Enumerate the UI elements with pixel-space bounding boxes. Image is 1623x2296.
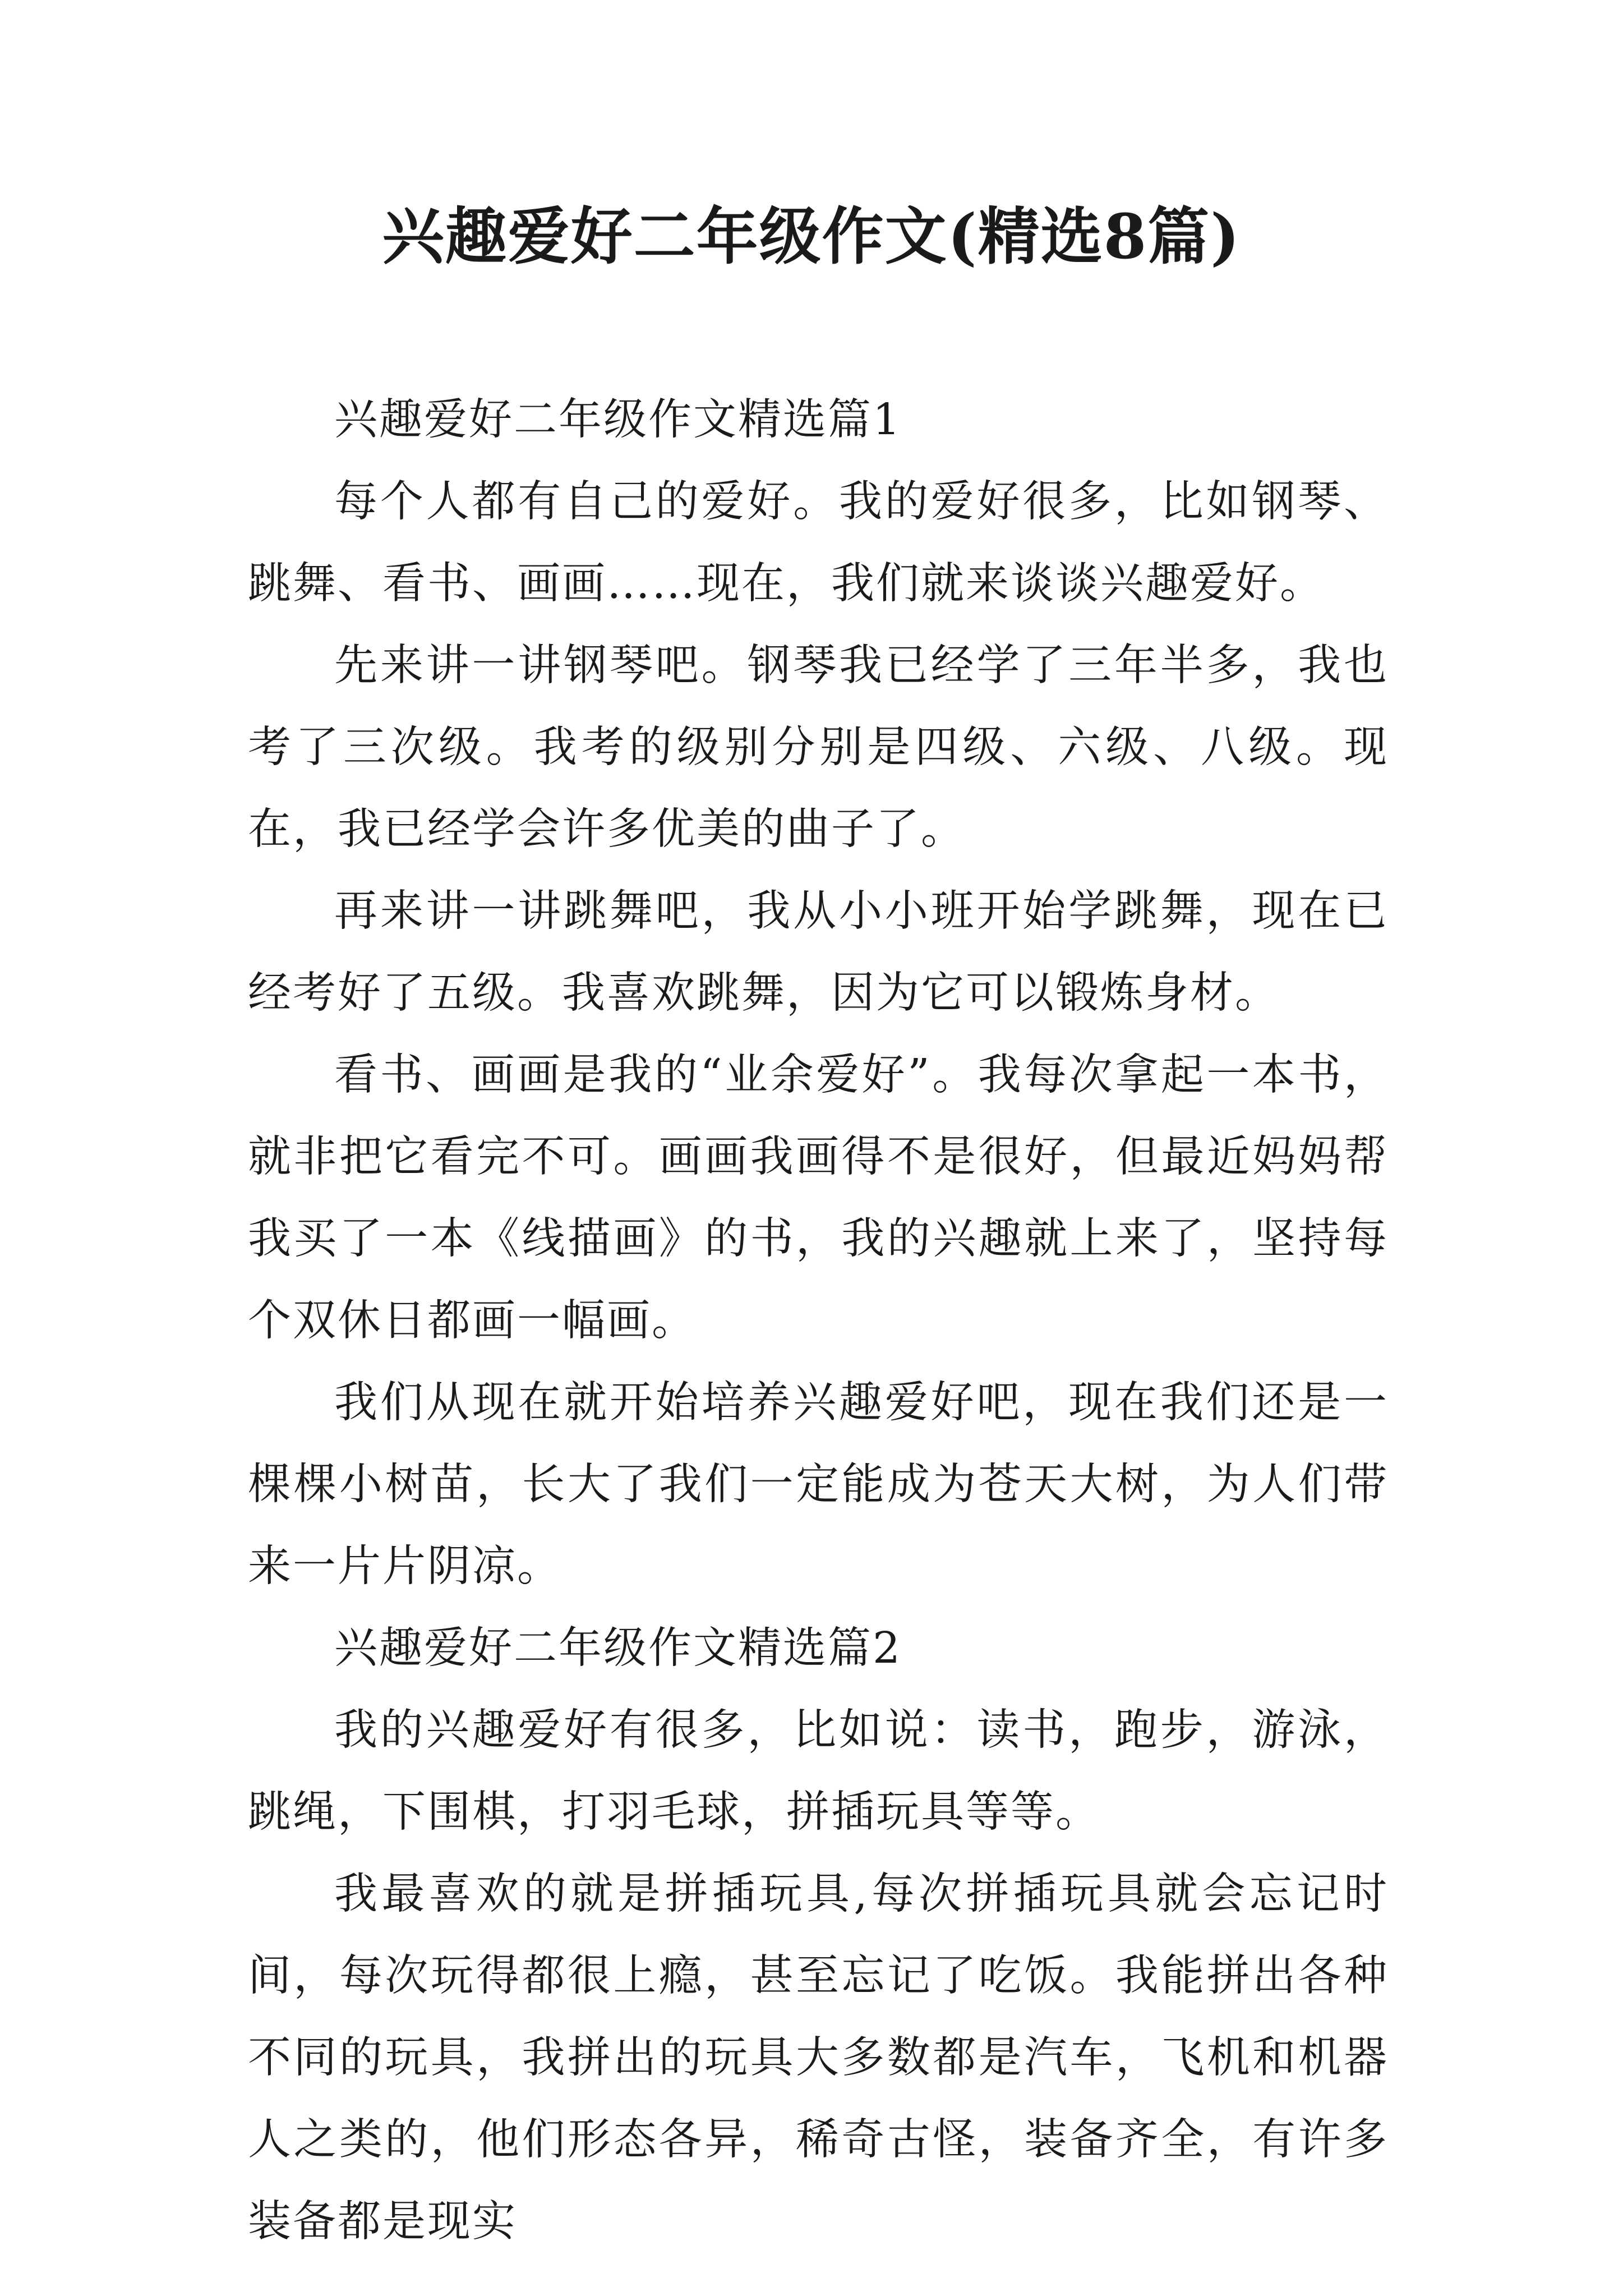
paragraph: 再来讲一讲跳舞吧，我从小小班开始学跳舞，现在已经考好了五级。我喜欢跳舞，因为它可以锻炼身材。 bbox=[248, 886, 1389, 1018]
paragraph: 先来讲一讲钢琴吧。钢琴我已经学了三年半多，我也考了三次级。我考的级别分别是四级、六级、八级。现在，我已经学会许多优美的曲子了。 bbox=[248, 641, 1389, 854]
section-heading: 兴趣爱好二年级作文精选篇1 bbox=[334, 395, 902, 445]
paragraph: 看书、画画是我的“业余爱好”。我每次拿起一本书，就非把它看完不可。画画我画得不是很好，但最近妈妈帮我买了一本《线描画》的书，我的兴趣就上来了，坚持每个双休日都画一幅画。 bbox=[248, 1050, 1389, 1346]
document-body bbox=[248, 379, 1389, 2263]
section-2 bbox=[248, 1608, 1389, 2263]
section-1 bbox=[248, 379, 1389, 1608]
section-heading: 兴趣爱好二年级作文精选篇2 bbox=[334, 1623, 902, 1673]
paragraph: 每个人都有自己的爱好。我的爱好很多，比如钢琴、跳舞、看书、画画……现在，我们就来谈谈兴趣爱好。 bbox=[248, 477, 1389, 609]
paragraph: 我最喜欢的就是拼插玩具,每次拼插玩具就会忘记时间，每次玩得都很上瘾，甚至忘记了吃饭。我能拼出各种不同的玩具，我拼出的玩具大多数都是汽车，飞机和机器人之类的，他们形态各异，稀奇古怪，装备齐全，有许多装备都是现实 bbox=[248, 1869, 1389, 2247]
paragraph: 我的兴趣爱好有很多，比如说：读书，跑步，游泳，跳绳，下围棋，打羽毛球，拼插玩具等等。 bbox=[248, 1705, 1389, 1837]
paragraph: 我们从现在就开始培养兴趣爱好吧，现在我们还是一棵棵小树苗，长大了我们一定能成为苍天大树，为人们带来一片片阴凉。 bbox=[248, 1378, 1389, 1591]
document-title: 兴趣爱好二年级作文(精选8篇) bbox=[382, 200, 1241, 273]
